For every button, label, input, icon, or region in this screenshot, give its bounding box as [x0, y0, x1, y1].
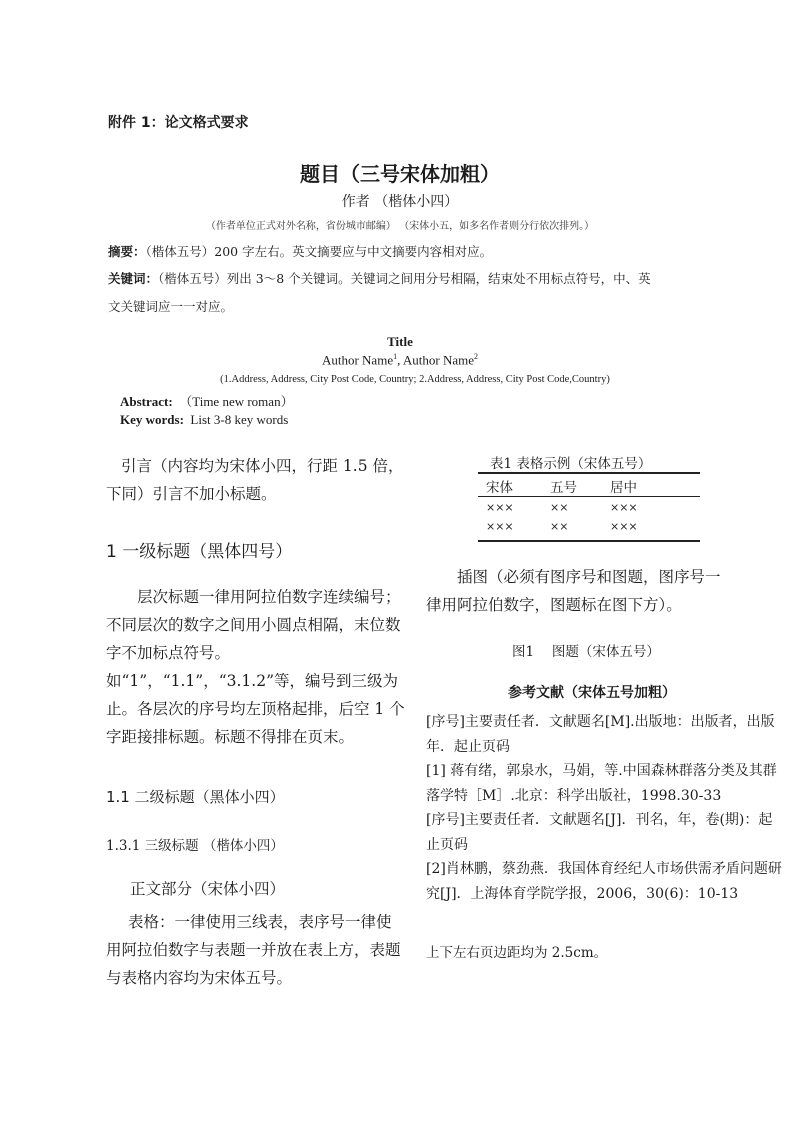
keywords-cn [108, 269, 651, 287]
table-cell: ××× [610, 501, 638, 514]
keywords-cn-continuation: 文关键词应一一对应。 [108, 299, 234, 314]
table-header-cell: 宋体 [486, 480, 513, 496]
references-title: 参考文献（宋体五号加粗） [508, 685, 676, 701]
english-keywords-text: List 3-8 key words [190, 412, 289, 427]
margin-note: 上下左右页边距均为 2.5cm。 [426, 945, 608, 961]
keywords-cn-text: （楷体五号）列出 3～8 个关键词。关键词之间用分号相隔，结束处不用标点符号，中、英 [158, 271, 651, 286]
table-cell: ××× [486, 501, 514, 514]
table-cell: ×× [550, 520, 569, 533]
numbering-paragraph: 层次标题一律用阿拉伯数字连续编号；不同层次的数字之间用小圆点相隔，末位数字不加标点符号。如“1”，“1.1”，“3.1.2”等，编号到三级为止。各层次的序号均左顶格起排，后空 1 个字距接排标题。标题不得排在页末。 [106, 588, 405, 746]
heading-level-3: 1.3.1 三级标题 （楷体小四） [106, 838, 284, 854]
references-list [426, 710, 786, 906]
table-cell: ×× [550, 501, 569, 514]
body-text-label: 正文部分（宋体小四） [130, 880, 286, 898]
author-1-superscript: 1 [393, 352, 398, 361]
table-cell: ××× [486, 520, 514, 533]
english-affiliation: (1.Address, Address, City Post Code, Country; 2.Address, Address, City Post Code,Country) [220, 374, 610, 385]
author-affiliation: （作者单位正式对外名称，省份城市邮编） （宋体小五，如多名作者则分行依次排列。） [205, 221, 595, 232]
figure-paragraph: 插图（必须有图序号和图题，图序号一律用阿拉伯数字，图题标在图下方）。 [426, 568, 721, 614]
author-separator: , [397, 352, 403, 368]
table-header-rule [478, 496, 700, 497]
table-caption: 表1 表格示例（宋体五号） [490, 456, 652, 472]
table-header-cell: 五号 [550, 480, 577, 496]
abstract-cn-label: 摘要： [108, 244, 146, 259]
reference-entry: [序号]主要责任者．文献题名[J]．刊名，年，卷(期)：起止页码 [426, 812, 773, 853]
english-abstract-label: Abstract: [120, 394, 173, 409]
intro-paragraph: 引言（内容均为宋体小四，行距 1.5 倍，下同）引言不加小标题。 [106, 457, 404, 503]
author-2-superscript: 2 [474, 352, 479, 361]
table-cell: ××× [610, 520, 638, 533]
attachment-label: 附件 1：论文格式要求 [108, 115, 249, 131]
abstract-cn-text: （楷体五号）200 字左右。英文摘要应与中文摘要内容相对应。 [145, 244, 493, 259]
english-keywords [120, 412, 288, 428]
english-abstract [120, 391, 294, 410]
heading-level-1: 1 一级标题（黑体四号） [106, 542, 293, 562]
english-keywords-label: Key words: [120, 412, 184, 427]
english-authors [0, 352, 800, 368]
english-title: Title [387, 334, 413, 349]
keywords-cn-label: 关键词： [108, 271, 159, 286]
reference-entry: [1] 蒋有绪，郭泉水，马娟，等.中国森林群落分类及其群落学特［M］.北京：科学出版社，1998.30-33 [426, 763, 777, 804]
english-author-1: Author Name [321, 352, 394, 368]
english-author-2: Author Name [402, 352, 475, 368]
page-title: 题目（三号宋体加粗） [300, 162, 500, 186]
abstract-cn [108, 242, 492, 260]
reference-entry: [2]肖林鹏，蔡劲燕．我国体育经纪人市场供需矛盾问题研究[J]．上海体育学院学报，2006，30(6)：10-13 [426, 861, 782, 902]
tables-paragraph: 表格：一律使用三线表，表序号一律使用阿拉伯数字与表题一并放在表上方，表题与表格内容均为宋体五号。 [106, 913, 401, 987]
figure-caption: 图1 图题（宋体五号） [512, 644, 660, 660]
reference-entry: [序号]主要责任者．文献题名[M].出版地：出版者，出版年．起止页码 [426, 714, 775, 755]
author-line: 作者 （楷体小四） [341, 194, 459, 210]
table-header-cell: 居中 [610, 480, 637, 496]
table-bottom-rule [478, 540, 700, 542]
english-abstract-text: （Time new roman） [179, 394, 294, 409]
table-top-rule [478, 472, 700, 474]
heading-level-2: 1.1 二级标题（黑体小四） [106, 788, 285, 806]
